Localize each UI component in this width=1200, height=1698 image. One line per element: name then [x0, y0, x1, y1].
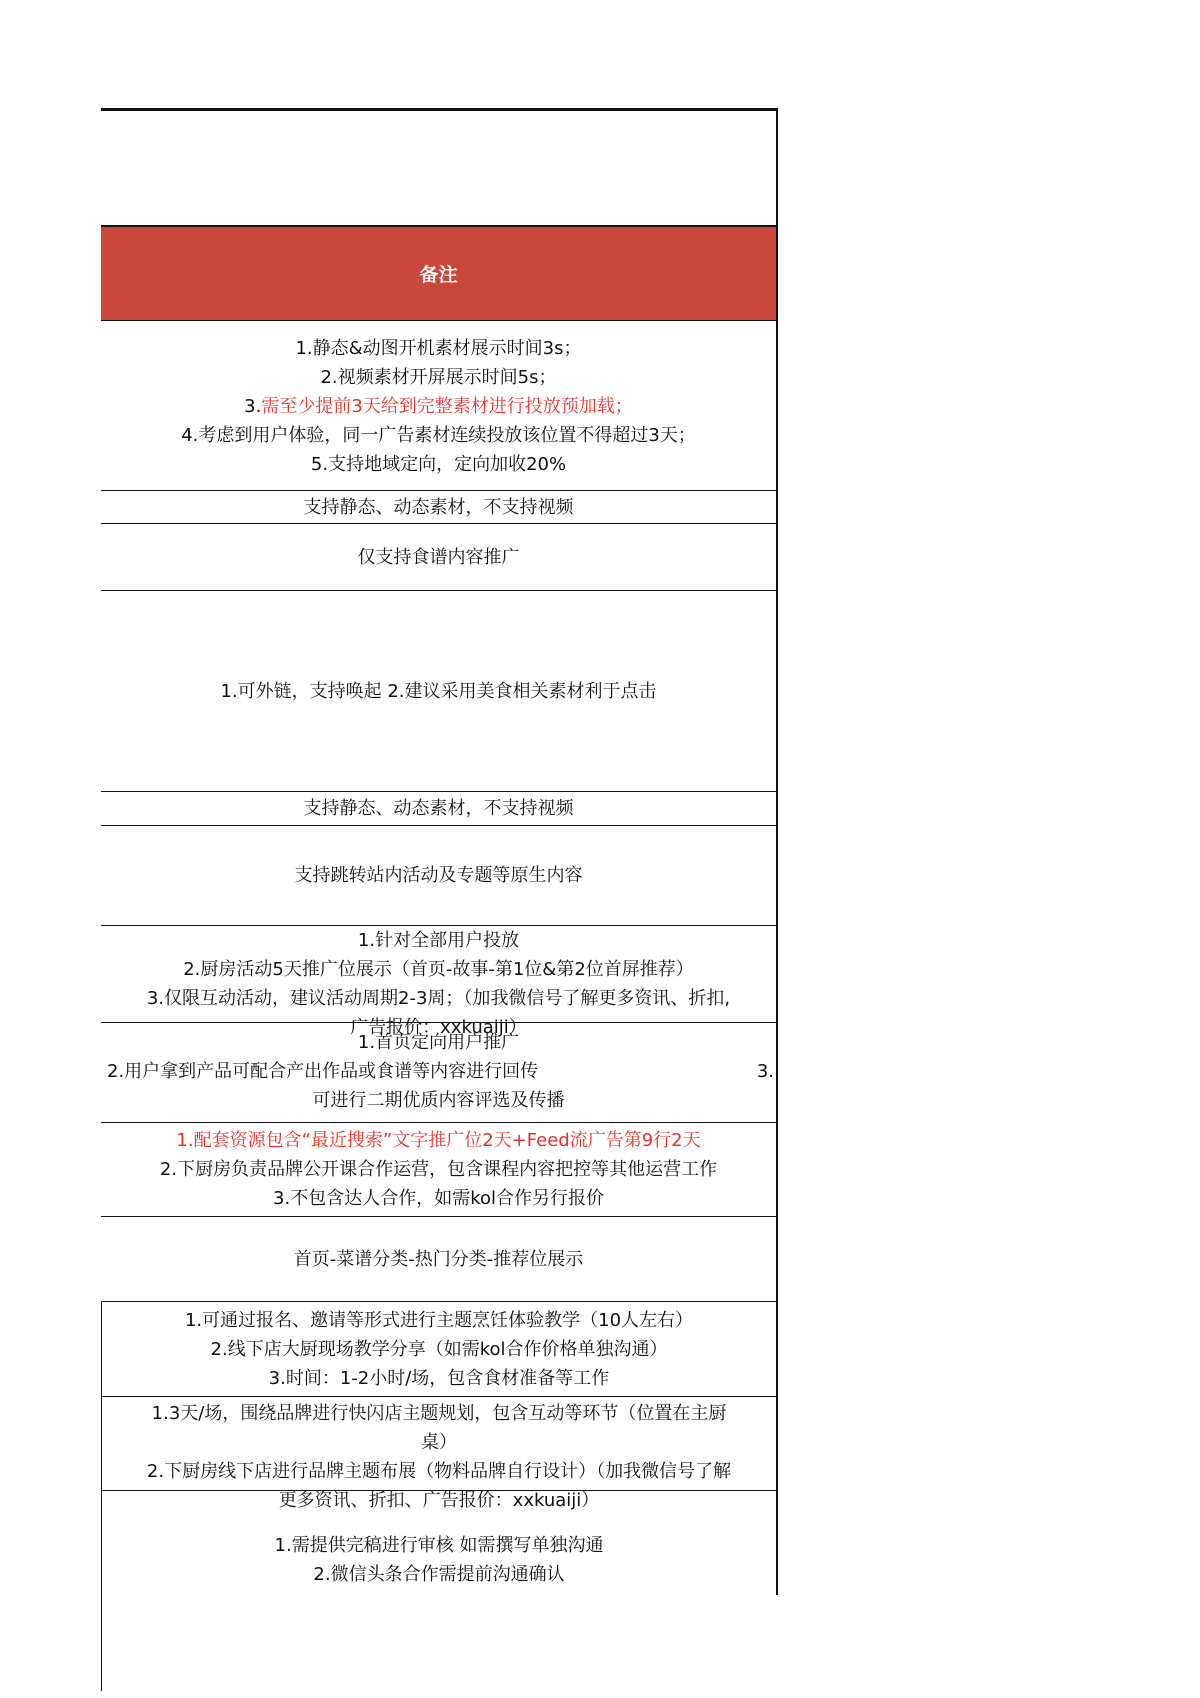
table-row[interactable] [101, 321, 776, 491]
red-warning-text: 需至少提前3天给到完整素材进行投放预加载； [261, 396, 633, 417]
table-row[interactable] [101, 1217, 776, 1302]
table-row[interactable] [101, 591, 776, 792]
cell-line: 2.线下店大厨现场教学分享（如需kol合作价格单独沟通） [210, 1338, 668, 1360]
cell-line: 4.考虑到用户体验，同一广告素材连续投放该位置不得超过3天； [181, 425, 696, 446]
cell-line: 支持跳转站内活动及专题等原生内容 [294, 865, 583, 886]
cell-text-overflow: 3. [756, 1061, 774, 1082]
cell-line: 仅支持食谱内容推广 [357, 546, 520, 568]
table-row[interactable] [101, 1302, 776, 1397]
cell-line-highlighted [101, 392, 776, 421]
cell-line: 首页-菜谱分类-热门分类-推荐位展示 [293, 1248, 584, 1270]
cell-line: 5.支持地域定向，定向加收20% [310, 454, 567, 475]
cell-line: 1.3天/场，围绕品牌进行快闪店主题规划，包含互动等环节（位置在主厨 [151, 1403, 727, 1424]
cell-line: 可进行二期优质内容评选及传播 [312, 1090, 565, 1111]
cell-line: 1.可通过报名、邀请等形式进行主题烹饪体验教学（10人左右） [184, 1309, 694, 1331]
cell-line-split [101, 1057, 776, 1086]
cell-line: 2.视频素材开屏展示时间5s； [320, 367, 557, 388]
table-row[interactable] [101, 524, 776, 591]
cell-line: 1.静态&动图开机素材展示时间3s； [295, 338, 582, 359]
cell-line: 3.不包含达人合作，如需kol合作另行报价 [273, 1188, 604, 1209]
cell-line: 3.仅限互动活动，建议活动周期2-3周；（加我微信号了解更多资讯、折扣, [146, 988, 731, 1009]
cell-line: 2.微信头条合作需提前沟通确认 [313, 1564, 565, 1585]
cell-line: 更多资讯、折扣、广告报价：xxkuaiji） [278, 1490, 600, 1511]
remarks-sheet [101, 108, 778, 1595]
cell-line-highlighted: 1.配套资源包含“最近搜索”文字推广位2天+Feed流广告第9行2天 [176, 1130, 701, 1151]
blank-header-area [101, 111, 776, 227]
table-row[interactable] [101, 1023, 776, 1123]
line-prefix: 3. [244, 396, 262, 417]
cell-line: 1.需提供完稿进行审核 如需撰写单独沟通 [274, 1535, 604, 1556]
cell-line: 支持静态、动态素材，不支持视频 [303, 798, 574, 819]
cell-line: 2.下厨房线下店进行品牌主题布展（物料品牌自行设计）（加我微信号了解 [146, 1461, 732, 1482]
cell-line: 广告报价：xxkuaiji） [350, 1017, 527, 1038]
table-row[interactable] [101, 792, 776, 826]
cell-line: 2.下厨房负责品牌公开课合作运营，包含课程内容把控等其他运营工作 [159, 1159, 718, 1180]
cell-line: 2.厨房活动5天推广位展示（首页-故事-第1位&第2位首屏推荐） [183, 959, 694, 980]
cell-text: 2.用户拿到产品可配合产出作品或食谱等内容进行回传 [107, 1061, 539, 1082]
cell-line: 支持静态、动态素材，不支持视频 [303, 496, 574, 518]
table-row[interactable] [101, 1397, 776, 1511]
remarks-column-header[interactable] [101, 227, 776, 321]
cell-line: 3.时间：1-2小时/场，包含食材准备等工作 [268, 1367, 610, 1389]
cell-line: 1.首页定向用户推广 [357, 1032, 520, 1053]
table-row[interactable] [101, 1491, 776, 1691]
cell-line: 桌） [421, 1432, 457, 1453]
table-row[interactable] [101, 826, 776, 926]
table-row[interactable] [101, 1123, 776, 1217]
header-title: 备注 [419, 264, 458, 286]
cell-line: 1.针对全部用户投放 [357, 930, 520, 951]
table-row[interactable] [101, 491, 776, 524]
cell-line: 1.可外链，支持唤起 2.建议采用美食相关素材利于点击 [220, 680, 657, 702]
table-row[interactable] [101, 926, 776, 1038]
